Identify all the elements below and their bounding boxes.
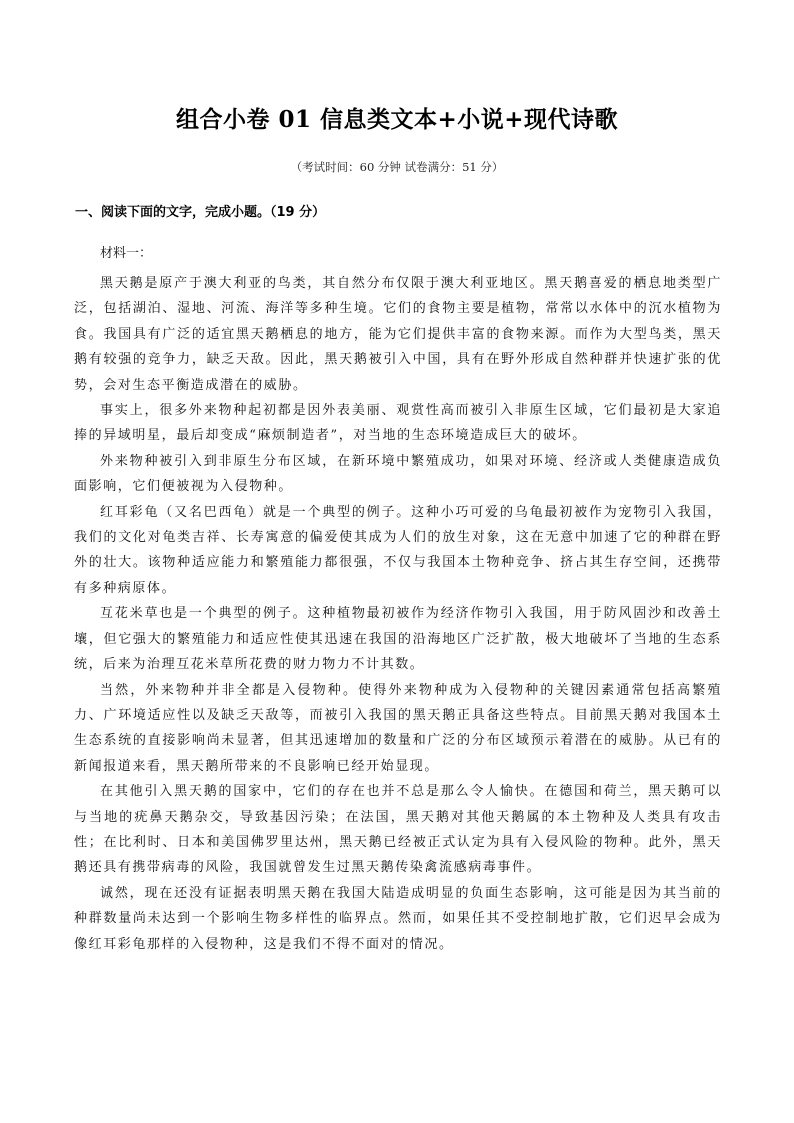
passage-paragraph: 黑天鹅是原产于澳大利亚的鸟类，其自然分布仅限于澳大利亚地区。黑天鹅喜爱的栖息地类型广泛，包括湖泊、湿地、河流、海洋等多种生境。它们的食物主要是植物，常常以水体中的沉水植物为食。我国具有广泛的适宜黑天鹅栖息的地方，能为它们提供丰富的食物来源。而作为大型鸟类，黑天鹅有较强的竞争力，缺乏天敌。因此，黑天鹅被引入中国，具有在野外形成自然种群并快速扩张的优势，会对生态平衡造成潜在的威胁。 bbox=[74, 276, 722, 393]
document-title: 组合小卷 01 信息类文本+小说+现代诗歌 bbox=[175, 106, 619, 133]
passage-paragraph: 诚然，现在还没有证据表明黑天鹅在我国大陆造成明显的负面生态影响，这可能是因为其当前的种群数量尚未达到一个影响生物多样性的临界点。然而，如果任其不受控制地扩散，它们迟早会成为像红耳彩龟那样的入侵物种，这是我们不得不面对的情况。 bbox=[74, 885, 722, 952]
passage-paragraph: 当然，外来物种并非全都是入侵物种。使得外来物种成为入侵物种的关键因素通常包括高繁殖力、广环境适应性以及缺乏天敌等，而被引入我国的黑天鹅正具备这些特点。目前黑天鹅对我国本土生态系统的直接影响尚未显著，但其迅速增加的数量和广泛的分布区域预示着潜在的威胁。从已有的新闻报道来看，黑天鹅所带来的不良影响已经开始显现。 bbox=[74, 682, 722, 774]
material-label: 材料一： bbox=[100, 246, 153, 261]
section-heading: 一、阅读下面的文字，完成小题。（19 分） bbox=[75, 205, 326, 220]
exam-info: （考试时间：60 分钟 试卷满分：51 分） bbox=[290, 160, 504, 174]
passage-body bbox=[74, 271, 722, 957]
passage-paragraph: 在其他引入黑天鹅的国家中，它们的存在也并不总是那么令人愉快。在德国和荷兰，黑天鹅可以与当地的疣鼻天鹅杂交，导致基因污染；在法国，黑天鹅对其他天鹅属的本土物种及人类具有攻击性；在比利时、日本和美国佛罗里达州，黑天鹅已经被正式认定为具有入侵风险的物种。此外，黑天鹅还具有携带病毒的风险，我国就曾发生过黑天鹅传染禽流感病毒事件。 bbox=[74, 784, 722, 876]
passage-paragraph: 红耳彩龟（又名巴西龟）就是一个典型的例子。这种小巧可爱的乌龟最初被作为宠物引入我国，我们的文化对龟类吉祥、长寿寓意的偏爱使其成为人们的放生对象，这在无意中加速了它的种群在野外的壮大。该物种适应能力和繁殖能力都很强，不仅与我国本土物种竞争、挤占其生存空间，还携带有多种病原体。 bbox=[74, 504, 722, 596]
passage-paragraph: 事实上，很多外来物种起初都是因外表美丽、观赏性高而被引入非原生区域，它们最初是大家追捧的异域明星，最后却变成“麻烦制造者”，对当地的生态环境造成巨大的破坏。 bbox=[74, 403, 722, 444]
passage-paragraph: 互花米草也是一个典型的例子。这种植物最初被作为经济作物引入我国，用于防风固沙和改善土壤，但它强大的繁殖能力和适应性使其迅速在我国的沿海地区广泛扩散，极大地破坏了当地的生态系统，后来为治理互花米草所花费的财力物力不计其数。 bbox=[74, 606, 722, 673]
passage-paragraph: 外来物种被引入到非原生分布区域，在新环境中繁殖成功，如果对环境、经济或人类健康造成负面影响，它们便被视为入侵物种。 bbox=[74, 453, 722, 495]
